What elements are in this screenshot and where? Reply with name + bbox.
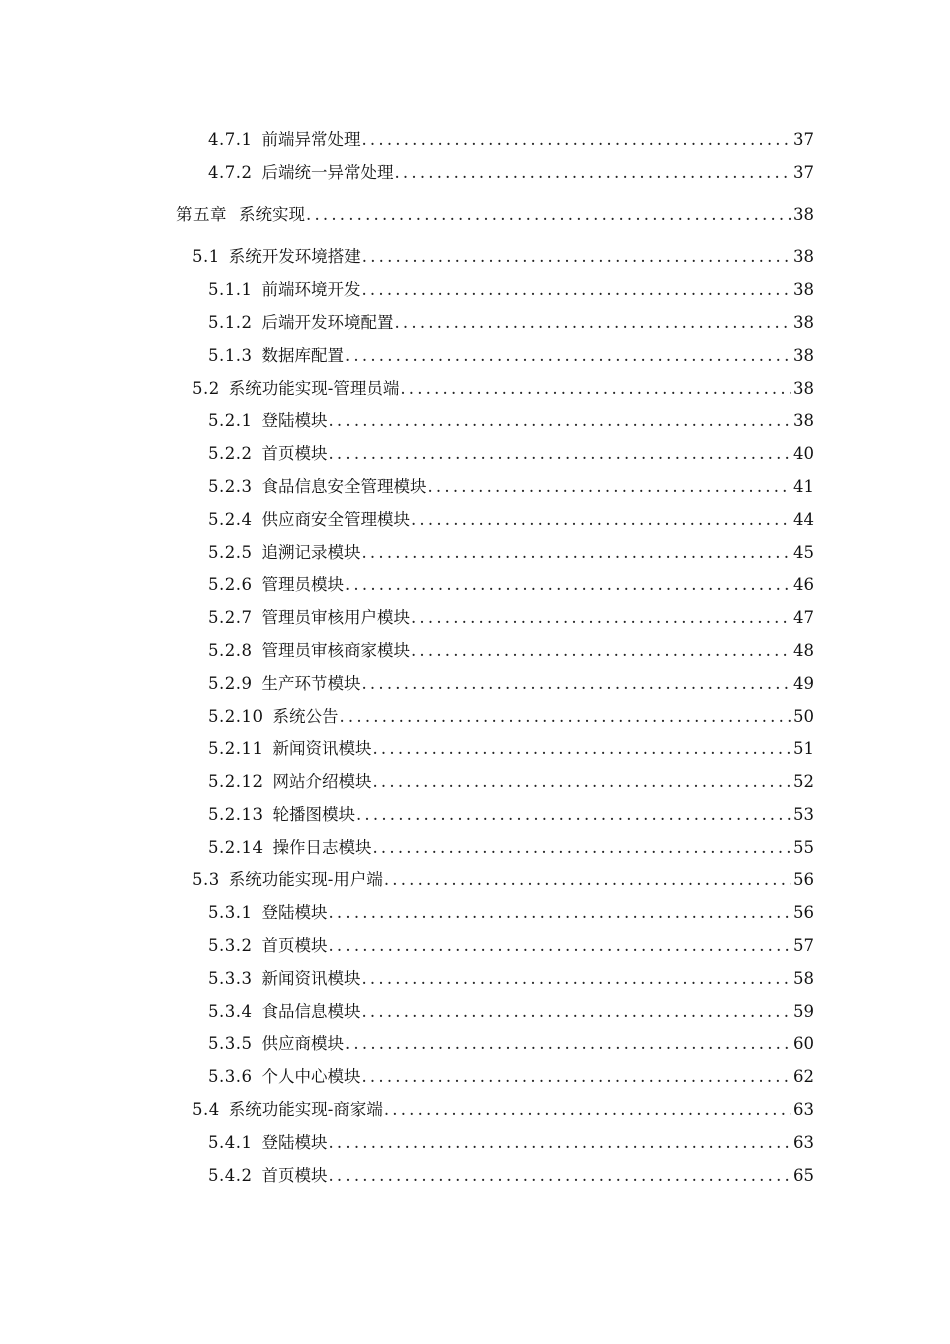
toc-dot-leader bbox=[345, 344, 791, 368]
toc-entry-title: 系统功能实现-商家端 bbox=[228, 1100, 383, 1119]
toc-entry[interactable] bbox=[208, 934, 814, 958]
toc-entry-page: 60 bbox=[793, 1034, 814, 1053]
toc-entry-page: 46 bbox=[793, 575, 814, 594]
toc-entry-page: 49 bbox=[793, 674, 814, 693]
toc-entry-page: 38 bbox=[793, 313, 814, 332]
toc-entry-number: 5.4.2 bbox=[208, 1166, 253, 1185]
toc-dot-leader bbox=[361, 278, 791, 302]
toc-entry-page: 48 bbox=[793, 641, 814, 660]
toc-entry-title: 轮播图模块 bbox=[272, 805, 355, 824]
toc-entry-number: 4.7.2 bbox=[208, 163, 253, 182]
toc-dot-leader bbox=[361, 128, 791, 152]
toc-entry-title: 新闻资讯模块 bbox=[261, 969, 361, 988]
toc-entry-title: 系统功能实现-用户端 bbox=[228, 870, 383, 889]
toc-entry[interactable] bbox=[208, 278, 814, 302]
toc-dot-leader bbox=[411, 606, 791, 630]
toc-dot-leader bbox=[328, 901, 791, 925]
toc-entry-page: 38 bbox=[793, 280, 814, 299]
toc-entry-page: 51 bbox=[793, 739, 814, 758]
toc-entry-title: 登陆模块 bbox=[261, 903, 328, 922]
toc-entry-number: 5.2.13 bbox=[208, 805, 264, 824]
toc-entry-page: 41 bbox=[793, 477, 814, 496]
toc-entry-page: 45 bbox=[793, 543, 814, 562]
toc-entry[interactable] bbox=[208, 606, 814, 630]
toc-entry-title: 后端开发环境配置 bbox=[261, 313, 394, 332]
toc-chapter-entry[interactable] bbox=[176, 203, 814, 227]
toc-entry-number: 5.2.3 bbox=[208, 477, 253, 496]
toc-entry[interactable] bbox=[208, 475, 814, 499]
toc-dot-leader bbox=[361, 967, 791, 991]
toc-entry-number: 5.2.7 bbox=[208, 608, 253, 627]
toc-section-entry[interactable] bbox=[192, 245, 814, 269]
toc-entry-number: 5.2.1 bbox=[208, 411, 253, 430]
toc-dot-leader bbox=[427, 475, 791, 499]
toc-entry-title: 系统实现 bbox=[239, 205, 305, 224]
toc-entry[interactable] bbox=[208, 803, 814, 827]
toc-dot-leader bbox=[372, 737, 791, 761]
toc-entry[interactable] bbox=[208, 1065, 814, 1089]
toc-entry-number: 5.3.5 bbox=[208, 1034, 253, 1053]
toc-entry-number: 5.2.9 bbox=[208, 674, 253, 693]
toc-dot-leader bbox=[411, 639, 791, 663]
toc-entry-number: 5.2 bbox=[192, 379, 220, 398]
toc-entry-page: 38 bbox=[793, 411, 814, 430]
toc-entry-number: 5.1.3 bbox=[208, 346, 253, 365]
toc-entry-number: 5.2.4 bbox=[208, 510, 253, 529]
toc-entry-page: 53 bbox=[793, 805, 814, 824]
toc-entry-title: 登陆模块 bbox=[261, 411, 328, 430]
toc-entry-number: 5.3.6 bbox=[208, 1067, 253, 1086]
toc-entry[interactable] bbox=[208, 901, 814, 925]
toc-entry-title: 前端环境开发 bbox=[261, 280, 361, 299]
toc-entry[interactable] bbox=[208, 344, 814, 368]
toc-dot-leader bbox=[345, 573, 791, 597]
toc-dot-leader bbox=[361, 1065, 791, 1089]
toc-entry-title: 管理员模块 bbox=[261, 575, 344, 594]
toc-entry-title: 管理员审核商家模块 bbox=[261, 641, 410, 660]
toc-entry[interactable] bbox=[208, 128, 814, 152]
toc-entry-number: 5.2.14 bbox=[208, 838, 264, 857]
toc-entry-number: 第五章 bbox=[176, 205, 227, 224]
toc-entry-title: 系统功能实现-管理员端 bbox=[228, 379, 400, 398]
toc-entry-title: 登陆模块 bbox=[261, 1133, 328, 1152]
toc-dot-leader bbox=[306, 203, 791, 227]
toc-entry-title: 首页模块 bbox=[261, 444, 328, 463]
toc-entry[interactable] bbox=[208, 770, 814, 794]
toc-entry-number: 5.3 bbox=[192, 870, 220, 889]
toc-entry[interactable] bbox=[208, 1032, 814, 1056]
toc-entry-page: 44 bbox=[793, 510, 814, 529]
toc-dot-leader bbox=[328, 1131, 791, 1155]
toc-dot-leader bbox=[362, 245, 791, 269]
toc-entry[interactable] bbox=[208, 672, 814, 696]
toc-entry-number: 5.2.2 bbox=[208, 444, 253, 463]
toc-dot-leader bbox=[372, 836, 791, 860]
toc-entry-number: 5.1 bbox=[192, 247, 220, 266]
toc-entry-page: 59 bbox=[793, 1002, 814, 1021]
toc-entry[interactable] bbox=[208, 737, 814, 761]
toc-entry[interactable] bbox=[208, 508, 814, 532]
toc-dot-leader bbox=[328, 1164, 791, 1188]
toc-entry[interactable] bbox=[208, 639, 814, 663]
toc-entry-page: 63 bbox=[793, 1133, 814, 1152]
toc-entry-title: 管理员审核用户模块 bbox=[261, 608, 410, 627]
toc-entry-title: 后端统一异常处理 bbox=[261, 163, 394, 182]
toc-entry-page: 56 bbox=[793, 903, 814, 922]
toc-entry-title: 供应商安全管理模块 bbox=[261, 510, 410, 529]
toc-entry-page: 38 bbox=[793, 379, 814, 398]
toc-dot-leader bbox=[361, 541, 791, 565]
toc-dot-leader bbox=[394, 161, 791, 185]
toc-entry-number: 4.7.1 bbox=[208, 130, 253, 149]
toc-entry-title: 前端异常处理 bbox=[261, 130, 361, 149]
toc-entry-page: 57 bbox=[793, 936, 814, 955]
toc-dot-leader bbox=[394, 311, 791, 335]
toc-entry-title: 首页模块 bbox=[261, 936, 328, 955]
toc-section-entry[interactable] bbox=[192, 868, 814, 892]
toc-entry-title: 食品信息模块 bbox=[261, 1002, 361, 1021]
toc-entry-number: 5.2.10 bbox=[208, 707, 264, 726]
toc-section-entry[interactable] bbox=[192, 1098, 814, 1122]
toc-dot-leader bbox=[411, 508, 791, 532]
toc-entry[interactable] bbox=[208, 1164, 814, 1188]
toc-entry-page: 37 bbox=[793, 163, 814, 182]
toc-entry-title: 系统开发环境搭建 bbox=[228, 247, 361, 266]
toc-entry[interactable] bbox=[208, 311, 814, 335]
toc-entry-title: 操作日志模块 bbox=[272, 838, 372, 857]
toc-entry-title: 供应商模块 bbox=[261, 1034, 344, 1053]
toc-entry-number: 5.3.2 bbox=[208, 936, 253, 955]
toc-entry-page: 56 bbox=[793, 870, 814, 889]
toc-entry-page: 40 bbox=[793, 444, 814, 463]
toc-entry[interactable] bbox=[208, 442, 814, 466]
toc-entry[interactable] bbox=[208, 409, 814, 433]
toc-entry-title: 系统公告 bbox=[272, 707, 339, 726]
toc-entry[interactable] bbox=[208, 1131, 814, 1155]
toc-entry[interactable] bbox=[208, 705, 814, 729]
toc-entry-title: 生产环节模块 bbox=[261, 674, 361, 693]
toc-entry-title: 首页模块 bbox=[261, 1166, 328, 1185]
toc-entry-page: 38 bbox=[793, 205, 814, 224]
toc-entry-title: 新闻资讯模块 bbox=[272, 739, 372, 758]
toc-entry-number: 5.1.2 bbox=[208, 313, 253, 332]
toc-entry-number: 5.4 bbox=[192, 1100, 220, 1119]
toc-entry-number: 5.1.1 bbox=[208, 280, 253, 299]
toc-entry-number: 5.2.5 bbox=[208, 543, 253, 562]
toc-entry-number: 5.2.11 bbox=[208, 739, 264, 758]
toc-entry-page: 58 bbox=[793, 969, 814, 988]
toc-dot-leader bbox=[328, 934, 791, 958]
toc-entry-title: 食品信息安全管理模块 bbox=[261, 477, 427, 496]
toc-entry-number: 5.3.4 bbox=[208, 1002, 253, 1021]
toc-entry-title: 数据库配置 bbox=[261, 346, 344, 365]
toc-entry-number: 5.3.3 bbox=[208, 969, 253, 988]
toc-entry-page: 50 bbox=[793, 707, 814, 726]
toc-entry-page: 47 bbox=[793, 608, 814, 627]
toc-entry[interactable] bbox=[208, 1000, 814, 1024]
toc-dot-leader bbox=[339, 705, 791, 729]
toc-section-entry[interactable] bbox=[192, 377, 814, 401]
toc-dot-leader bbox=[372, 770, 791, 794]
toc-entry-page: 62 bbox=[793, 1067, 814, 1086]
toc-entry-page: 38 bbox=[793, 346, 814, 365]
toc-entry-number: 5.2.6 bbox=[208, 575, 253, 594]
toc-entry[interactable] bbox=[208, 836, 814, 860]
toc-entry-page: 55 bbox=[793, 838, 814, 857]
toc-dot-leader bbox=[384, 1098, 791, 1122]
toc-dot-leader bbox=[356, 803, 791, 827]
toc-entry-title: 追溯记录模块 bbox=[261, 543, 361, 562]
toc-entry-number: 5.4.1 bbox=[208, 1133, 253, 1152]
toc-entry-page: 52 bbox=[793, 772, 814, 791]
toc-entry[interactable] bbox=[208, 541, 814, 565]
toc-dot-leader bbox=[361, 672, 791, 696]
toc-entry-title: 网站介绍模块 bbox=[272, 772, 372, 791]
toc-dot-leader bbox=[345, 1032, 791, 1056]
toc-entry-page: 63 bbox=[793, 1100, 814, 1119]
toc-entry-page: 37 bbox=[793, 130, 814, 149]
toc-dot-leader bbox=[328, 409, 791, 433]
toc-entry[interactable] bbox=[208, 573, 814, 597]
toc-entry[interactable] bbox=[208, 967, 814, 991]
toc-entry-page: 38 bbox=[793, 247, 814, 266]
toc-entry-number: 5.2.8 bbox=[208, 641, 253, 660]
toc-dot-leader bbox=[400, 377, 791, 401]
toc-entry[interactable] bbox=[208, 161, 814, 185]
toc-entry-page: 65 bbox=[793, 1166, 814, 1185]
toc-entry-title: 个人中心模块 bbox=[261, 1067, 361, 1086]
toc-dot-leader bbox=[384, 868, 791, 892]
toc-dot-leader bbox=[328, 442, 791, 466]
toc-entry-number: 5.2.12 bbox=[208, 772, 264, 791]
toc-dot-leader bbox=[361, 1000, 791, 1024]
toc-entry-number: 5.3.1 bbox=[208, 903, 253, 922]
